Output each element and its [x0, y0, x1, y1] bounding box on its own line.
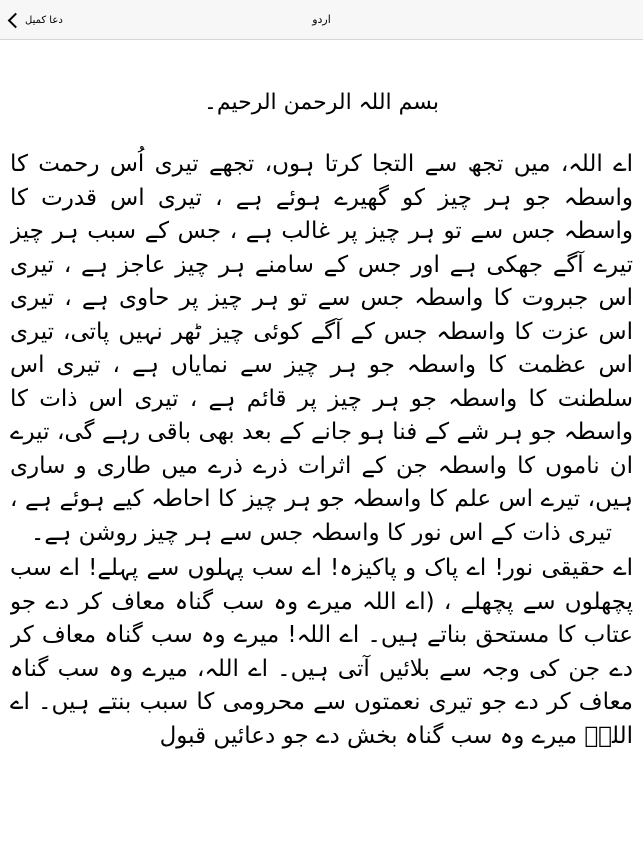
dua-text-scroll-area[interactable]: [10, 84, 633, 858]
back-button-label: دعا کمیل: [25, 14, 63, 26]
bismillah-heading: بسم اللہ الرحمن الرحیم۔: [203, 90, 440, 115]
dua-paragraph-1: اے اللہ، میں تجھ سے التجا کرتا ہوں، تجھے تیری اُس رحمت کا واسطہ جو ہر چیز کو گھیرے ہوئے ہے ، تیری اس قدرت کا واسطہ جس سے تو ہر چیز پر غالب ہے ، جس کے سبب ہر چیز تیرے آگے جھکی ہے اور جس کے سامنے ہر چیز عاجز ہے ، تیری اس جبروت کا واسطہ جس سے تو ہر چیز پر حاوی ہے ، تیری اس عزت کا واسطہ جس کے آگے کوئی چیز ٹھر نہیں پاتی، تیری اس عظمت کا واسطہ جو ہر چیز سے نمایاں ہے ، تیری اس سلطنت کا واسطہ جو ہر چیز پر قائم ہے ، تیری اس ذات کا واسطہ جو ہر شے کے فنا ہو جانے کے بعد بھی باقی رہے گی، تیرے ان ناموں کا واسطہ جن کے اثرات ذرے ذرے میں طاری و ساری ہیں، تیرے اس علم کا واسطہ جو ہر چیز کا احاطہ کیے ہوئے ہے ، تیری ذات کے اس نور کا واسطہ جس سے ہر چیز روشن ہے۔: [10, 151, 633, 546]
dua-paragraph-2: اے حقیقی نور! اے پاک و پاکیزہ! اے سب پہلوں سے پہلے! اے سب پچھلوں سے پچھلے ، (اے اللہ میرے وہ سب گناہ معاف کر دے جو عتاب کا مستحق بناتے ہیں۔ اے اللہ! میرے وہ سب گناہ معاف کر دے جن کی وجہ سے بلائیں آتی ہیں۔ اے اللہ، میرے وہ سب گناہ معاف کر دے جو تیری نعمتوں سے محرومی کا سبب بنتے ہیں۔ اے اللہؑ میرے وہ سب گناہ بخش دے جو دعائیں قبول: [10, 555, 633, 749]
page-title: اردو: [312, 13, 331, 26]
navigation-bar: [0, 0, 643, 40]
